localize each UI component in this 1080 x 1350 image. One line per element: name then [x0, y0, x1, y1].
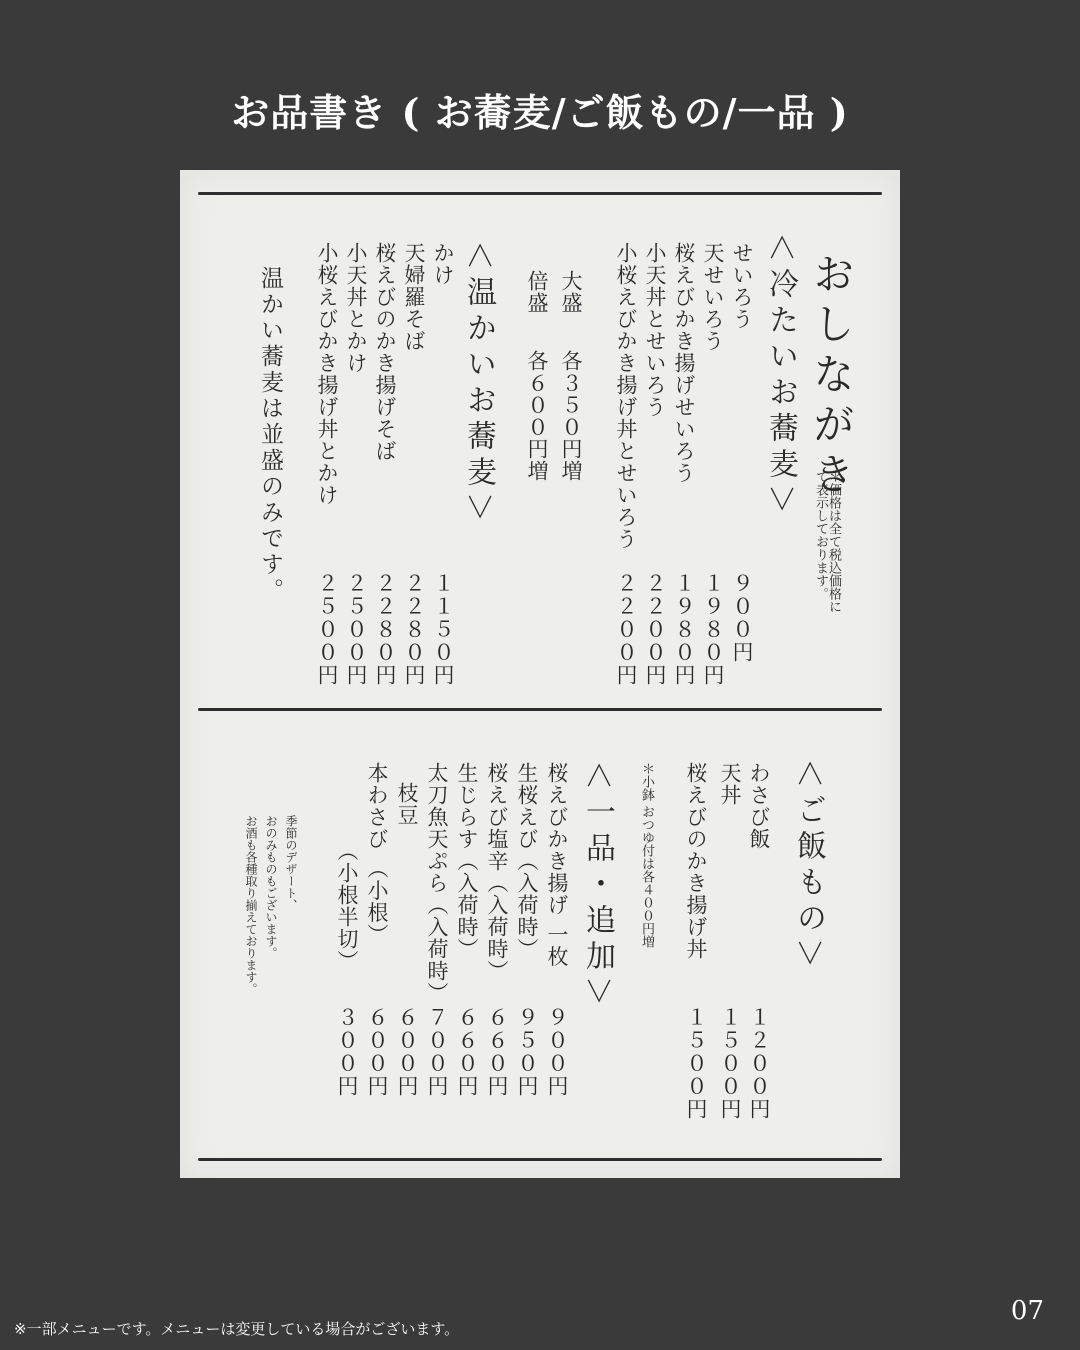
- cold-soba-item-price: ２２００円: [643, 572, 667, 687]
- page-title: お品書き ( お蕎麦/ご飯もの/一品 ): [231, 90, 849, 135]
- cold-soba-item-price: １９８０円: [701, 572, 725, 687]
- menu-sheet: [180, 170, 900, 1178]
- rice-item-price: １５００円: [684, 1006, 708, 1121]
- dish-item-price: ９００円: [545, 1006, 569, 1098]
- dish-item-price: ６６０円: [485, 1006, 509, 1098]
- dish-item-name: 太刀魚天ぷら（入荷時）: [425, 762, 449, 1004]
- hot-soba-item-price: ２５００円: [315, 572, 339, 687]
- cold-soba-item-name: 天せいろう: [701, 242, 725, 352]
- closing-note: 季節のデザート、: [284, 815, 298, 911]
- top-divider: [198, 192, 882, 195]
- hot-soba-item-name: 天婦羅そば: [402, 242, 426, 352]
- page-number: 07: [1010, 1296, 1044, 1326]
- cold-soba-item-name: 小桜えびかき揚げ丼とせいろう: [614, 242, 638, 550]
- hot-soba-heading: ＜温かいお蕎麦＞: [461, 240, 496, 528]
- hot-soba-item-name: 小桜えびかき揚げ丼とかけ: [315, 242, 339, 506]
- closing-note: おのみものもございます。: [264, 815, 278, 959]
- dish-item-price: ６６０円: [455, 1006, 479, 1098]
- tax-note: ＊価格は全て税込価格にて表示しております。: [813, 470, 841, 613]
- dish-item-name: 桜えびかき揚げ 一枚: [545, 762, 569, 968]
- hot-soba-item-name: かけ: [431, 242, 455, 286]
- size-label: 倍盛: [525, 270, 549, 314]
- cold-soba-item-price: １９８０円: [672, 572, 696, 687]
- cold-soba-item-price: ２２００円: [614, 572, 638, 687]
- cold-soba-item-name: 小天丼とせいろう: [643, 242, 667, 418]
- bottom-divider: [198, 1158, 882, 1161]
- dish-item-price: ９５０円: [515, 1006, 539, 1098]
- cold-soba-item-name: せいろう: [730, 242, 754, 330]
- rice-item-name: わさび飯: [747, 762, 771, 850]
- hot-soba-item-price: ２５００円: [344, 572, 368, 687]
- hot-soba-item-price: ２２８０円: [402, 572, 426, 687]
- hot-soba-item-price: １１５０円: [431, 572, 455, 687]
- hot-soba-item-name: 桜えびのかき揚げそば: [373, 242, 397, 462]
- cold-soba-item-name: 桜えびかき揚げせいろう: [672, 242, 696, 484]
- rice-item-name: 桜えびのかき揚げ丼: [684, 762, 708, 960]
- footnote: ※一部メニューです。メニューは変更している場合がございます。: [14, 1320, 460, 1338]
- hot-soba-note: 温かい蕎麦は並盛のみです。: [257, 266, 283, 604]
- size-note: 各６００円増: [525, 350, 549, 482]
- dish-item-price: ３００円: [335, 1006, 359, 1098]
- dish-item-name: 生桜えび（入荷時）: [515, 762, 539, 960]
- rice-heading: ＜ご飯もの＞: [791, 758, 826, 974]
- dish-item-name: 本わさび （小根）: [365, 762, 389, 946]
- menu-title: おしながき: [807, 252, 856, 502]
- dish-item-price: ６００円: [395, 1006, 419, 1098]
- closing-note: お酒も各種取り揃えております。: [244, 815, 258, 995]
- hot-soba-item-name: 小天丼とかけ: [344, 242, 368, 374]
- middle-divider: [198, 708, 882, 711]
- dish-item-name: 枝豆: [395, 782, 419, 826]
- rice-item-name: 天丼: [718, 762, 742, 806]
- dish-item-name: （小根半切）: [335, 840, 359, 972]
- dish-item-name: 生じらす（入荷時）: [455, 762, 479, 960]
- hot-soba-item-price: ２２８０円: [373, 572, 397, 687]
- cold-soba-heading: ＜冷たいお蕎麦＞: [763, 232, 798, 520]
- size-note: 各３５０円増: [559, 350, 583, 482]
- rice-item-price: １５００円: [718, 1006, 742, 1121]
- size-label: 大盛: [559, 270, 583, 314]
- dishes-heading: ＜一品・追加＞: [580, 760, 615, 1012]
- dish-item-name: 桜えび塩辛（入荷時）: [485, 762, 509, 982]
- dish-item-price: ７００円: [425, 1006, 449, 1098]
- rice-item-price: １２００円: [747, 1006, 771, 1121]
- cold-soba-item-price: ９００円: [730, 572, 754, 664]
- dish-item-price: ６００円: [365, 1006, 389, 1098]
- rice-note: ＊小鉢 おつゆ付は各４００円増: [639, 762, 654, 949]
